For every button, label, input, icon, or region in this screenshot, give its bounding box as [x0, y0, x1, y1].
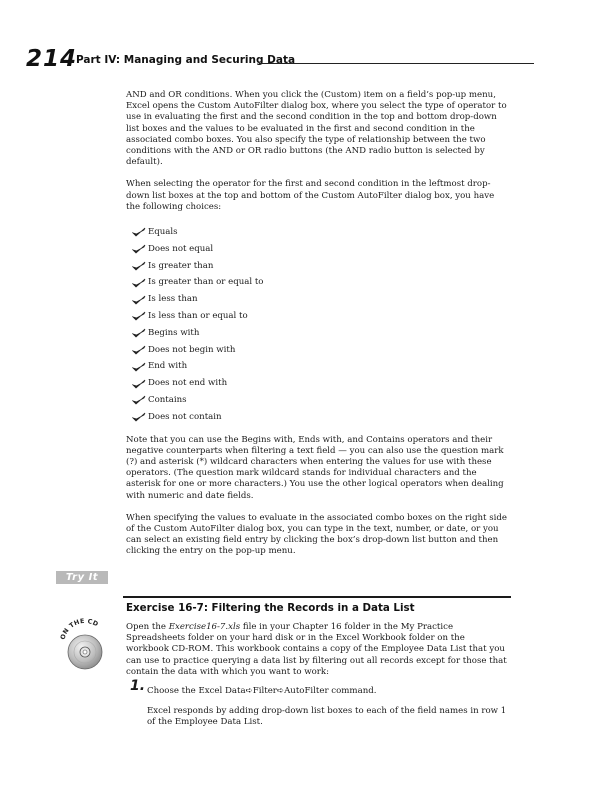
paragraph-values: When specifying the values to evaluate in the associated combo boxes on the right side of the Custom AutoFilter dialog box, you can type in the text, number, or date, or you can select an existing field entry by clicking the box’s drop-down list button and then clicking the entry on the pop-up menu. — [126, 512, 507, 557]
list-item-label: Does not begin with — [148, 344, 236, 355]
body-text — [126, 90, 510, 569]
paragraph-operator-intro: When selecting the operator for the first and second condition in the leftmost drop-down list boxes at the top and bottom of the Custom AutoFilter dialog box, you have the following choices: — [126, 179, 495, 212]
step-number: 1. — [130, 678, 146, 694]
list-item-label: Does not end with — [148, 378, 228, 389]
list-item — [132, 325, 510, 342]
list-item-label: Is less than — [148, 294, 198, 305]
checkmark-icon — [132, 345, 146, 355]
try-it-badge: Try It — [56, 571, 108, 584]
exercise-rule — [123, 596, 511, 598]
list-item — [132, 241, 510, 258]
checkmark-icon — [132, 244, 146, 254]
list-item-label: Does not contain — [148, 411, 222, 422]
list-item — [132, 342, 510, 359]
page-number: 214 — [26, 46, 78, 72]
list-item-label: Is less than or equal to — [148, 311, 248, 322]
exercise-filename: Exercise16-7.xls — [168, 622, 241, 632]
list-item-label: Is greater than — [148, 260, 214, 271]
list-item — [132, 308, 510, 325]
intro-after: file in your Chapter 16 folder in the My Practice Spreadsheets folder on your hard disk or in the Excel Workbook folder on the workbook CD-ROM. This workbook contains a copy of the Employee Data List that you can use to practice querying a data list by filtering out all records except for those that contain the data with which you want to work: — [126, 622, 507, 677]
checkmark-icon — [132, 311, 146, 321]
checkmark-icon — [132, 395, 146, 405]
list-item-label: Does not equal — [148, 243, 214, 254]
paragraph-custom-autofilter: AND and OR conditions. When you click the (Custom) item on a field’s pop-up menu, Excel opens the Custom AutoFilter dialog box, where you select the type of operator to use in evaluating the first and the second condition in the top and bottom drop-down list boxes and the values to be evaluated in the first and second condition in the associated combo boxes. You also specify the type of relationship between the two conditions with the AND or OR radio buttons (the AND radio button is selected by default). — [126, 90, 507, 168]
list-item — [132, 274, 510, 291]
checkmark-icon — [132, 227, 146, 237]
list-item-label: End with — [148, 361, 188, 372]
checkmark-icon — [132, 261, 146, 271]
intro-before: Open the — [126, 622, 169, 632]
list-item — [132, 291, 510, 308]
step-instruction: Choose the Excel Data➪Filter➪AutoFilter command. — [147, 686, 377, 696]
exercise-title: Exercise 16-7: Filtering the Records in a Data List — [126, 602, 415, 614]
list-item-label: Begins with — [148, 327, 200, 338]
checkmark-icon — [132, 328, 146, 338]
cd-label: ON THE CD — [59, 617, 100, 641]
part-title: Part IV: Managing and Securing Data — [76, 54, 296, 66]
cd-rom-icon — [56, 616, 114, 674]
list-item — [132, 224, 510, 241]
list-item-label: Is greater than or equal to — [148, 277, 264, 288]
list-item — [132, 392, 510, 409]
list-item-label: Equals — [148, 227, 178, 238]
checkmark-icon — [132, 379, 146, 389]
checkmark-icon — [132, 278, 146, 288]
list-item — [132, 258, 510, 275]
paragraph-wildcards: Note that you can use the Begins with, Ends with, and Contains operators and their negative counterparts when filtering a text field — you can also use the question mark (?) and asterisk (*) wildcard characters when entering the values for use with these operators. (The question mark wildcard stands for individual characters and the asterisk for one or more characters.) You use the other logical operators when dealing with numeric and date fields. — [126, 434, 504, 501]
list-item — [132, 358, 510, 375]
list-item-label: Contains — [148, 395, 187, 405]
checkmark-icon — [132, 362, 146, 372]
running-header — [26, 46, 536, 78]
exercise-intro — [126, 622, 510, 678]
checkmark-icon — [132, 295, 146, 305]
operator-list — [126, 224, 510, 426]
checkmark-icon — [132, 412, 146, 422]
list-item — [132, 375, 510, 392]
exercise-intro-text — [126, 622, 510, 678]
header-rule — [259, 63, 534, 64]
list-item — [132, 409, 510, 426]
step-result: Excel responds by adding drop-down list boxes to each of the field names in row 1 of the Employee Data List. — [147, 706, 507, 728]
